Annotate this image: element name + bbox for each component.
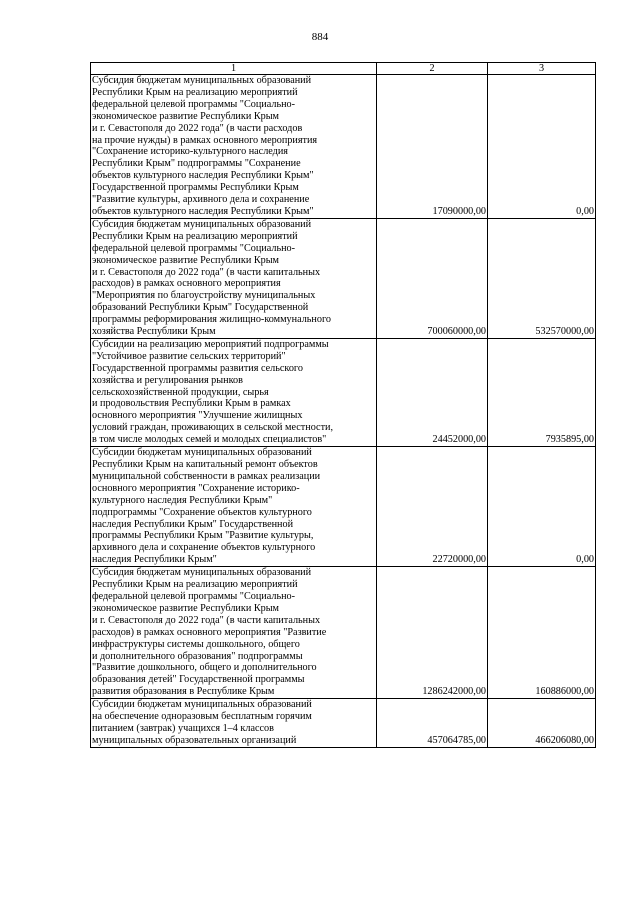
row-amount-col2: 457064785,00: [377, 699, 488, 748]
table-row: [91, 218, 596, 338]
row-amount-col3: 466206080,00: [488, 699, 596, 748]
row-amount-col3: 160886000,00: [488, 567, 596, 699]
budget-table: [90, 62, 596, 748]
table-row: [91, 699, 596, 748]
column-header: 1: [91, 63, 377, 75]
row-amount-col3: 0,00: [488, 75, 596, 219]
table-row: [91, 567, 596, 699]
table-header-row: [91, 63, 596, 75]
row-amount-col2: 22720000,00: [377, 447, 488, 567]
table-row: [91, 75, 596, 219]
row-amount-col2: 17090000,00: [377, 75, 488, 219]
table-row: [91, 447, 596, 567]
row-amount-col2: 24452000,00: [377, 338, 488, 446]
row-amount-col2: 700060000,00: [377, 218, 488, 338]
row-description: Субсидия бюджетам муниципальных образований Республики Крым на реализацию мероприятий федеральной целевой программы "Социально- экономическое развитие Республики Крым и г. Севастополя до 2022 года" (в части капитальных расходов) в рамках основного мероприятия "Развитие инфраструктуры системы дошкольного, общего и дополнительного образования" подпрограммы "Развитие дошкольного, общего и дополнительного образования детей" Государственной программы развития образования в Республике Крым: [91, 567, 377, 699]
row-amount-col3: 7935895,00: [488, 338, 596, 446]
row-amount-col3: 532570000,00: [488, 218, 596, 338]
row-amount-col3: 0,00: [488, 447, 596, 567]
table-row: [91, 338, 596, 446]
column-header: 2: [377, 63, 488, 75]
row-description: Субсидии бюджетам муниципальных образований Республики Крым на капитальный ремонт объектов муниципальной собственности в рамках реализации основного мероприятия "Сохранение историко- культурного наследия Республики Крым" подпрограммы "Сохранение объектов культурного наследия Республики Крым" Государственной программы Республики Крым "Развитие культуры, архивного дела и сохранение объектов культурного наследия Республики Крым": [91, 447, 377, 567]
row-description: Субсидии на реализацию мероприятий подпрограммы "Устойчивое развитие сельских территорий" Государственной программы развития сельского хозяйства и регулирования рынков сельскохозяйственной продукции, сырья и продовольствия Республики Крым в рамках основного мероприятия "Улучшение жилищных условий граждан, проживающих в сельской местности, в том числе молодых семей и молодых специалистов": [91, 338, 377, 446]
row-amount-col2: 1286242000,00: [377, 567, 488, 699]
column-header: 3: [488, 63, 596, 75]
page-number: 884: [311, 31, 329, 43]
row-description: Субсидия бюджетам муниципальных образований Республики Крым на реализацию мероприятий федеральной целевой программы "Социально- экономическое развитие Республики Крым и г. Севастополя до 2022 года" (в части капитальных расходов) в рамках основного мероприятия "Мероприятия по благоустройству муниципальных образований Республики Крым" Государственной программы реформирования жилищно-коммунального хозяйства Республики Крым: [91, 218, 377, 338]
row-description: Субсидия бюджетам муниципальных образований Республики Крым на реализацию мероприятий федеральной целевой программы "Социально- экономическое развитие Республики Крым и г. Севастополя до 2022 года" (в части расходов на прочие нужды) в рамках основного мероприятия "Сохранение историко-культурного наследия Республики Крым" подпрограммы "Сохранение объектов культурного наследия Республики Крым" Государственной программы Республики Крым "Развитие культуры, архивного дела и сохранение объектов культурного наследия Республики Крым": [91, 75, 377, 219]
row-description: Субсидии бюджетам муниципальных образований на обеспечение одноразовым бесплатным горячим питанием (завтрак) учащихся 1–4 классов муниципальных образовательных организаций: [91, 699, 377, 748]
